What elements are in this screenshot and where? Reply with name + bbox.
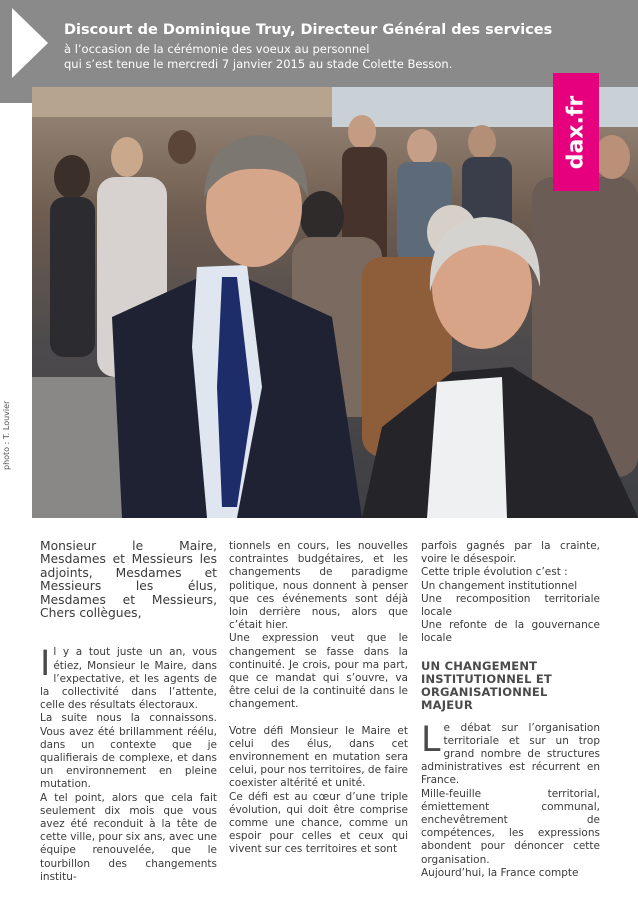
header-subtitle-line2: qui s’est tenue le mercredi 7 janvier 2015 au stade Colette Besson. [64, 57, 453, 71]
list-item: Une refonte de la gouvernance locale [421, 619, 600, 645]
paragraph: La suite nous la connaissons. Vous avez été brillamment réélu, dans un contexte que je qualifierais de complexe, et dans un environnement en pleine mutation. [40, 712, 217, 791]
event-photo-illustration [32, 87, 638, 518]
section-heading: UN CHANGEMENT INSTITUTIONNEL ET ORGANISATIONNEL MAJEUR [421, 658, 552, 712]
paragraph: Aujourd’hui, la France compte [421, 866, 579, 879]
header-title: Discourt de Dominique Truy, Directeur Général des services [64, 22, 553, 38]
paragraph: Mille-feuille territorial, émiettement communal, enchevêtrement de compétences, les expressions abondent pour dénoncer cette organisation. [421, 787, 600, 866]
photo-credit: photo : T. Louvier [2, 400, 11, 470]
paragraph: A tel point, alors que cela fait seulement dix mois que vous avez été reconduit à la tête de cette ville, pour six ans, avec une équipe renouvelée, que le tourbillon des changements institu- [40, 791, 217, 883]
arrow-icon [12, 8, 48, 78]
event-photo [32, 87, 638, 518]
paragraph: Une expression veut que le changement se fasse dans la continuité. Je crois, pour ma part, que ce mandat qui s’ouvre, va être celui de la continuité dans le changement. [229, 632, 408, 711]
salutation: Monsieur le Maire, Mesdames et Messieurs les adjoints, Mesdames et Messieurs les élus, Mesdames et Messieurs, Chers collègues, [40, 539, 217, 621]
list-item: Une recomposition territoriale locale [421, 592, 600, 619]
drop-cap: I [40, 644, 51, 685]
article-column-1 [40, 540, 217, 884]
article-column-3 [421, 540, 600, 880]
paragraph: Ce défi est au cœur d’une triple évolution, qui doit être comprise comme une chance, comme un espoir pour celles et ceux qui vivent sur ces territoires et sont [229, 790, 408, 856]
header-subtitle-line1: à l’occasion de la cérémonie des voeux au personnel [64, 42, 370, 56]
paragraph: Le débat sur l’organisation territoriale et sur un trop grand nombre de structures administratives est récurrent en France. [421, 719, 600, 787]
drop-cap: L [421, 719, 441, 760]
paragraph: parfois gagnés par la crainte, voire le désespoir. [421, 540, 600, 566]
list-item: Un changement institutionnel [421, 579, 578, 592]
dax-logo [553, 73, 599, 191]
intro-paragraph: Il y a tout juste un an, vous étiez, Monsieur le Maire, dans l’expectative, et les agents de la collectivité dans l’attente, celle des résultats électoraux. [40, 644, 217, 712]
paragraph: Cette triple évolution c’est : [421, 566, 568, 579]
paragraph: tionnels en cours, les nouvelles contraintes budgétaires, et les changements de paradigme politique, nous donnent à penser que ces événements sont déjà loin derrière nous, alors que c’était hier. [229, 540, 408, 632]
dax-logo-text: dax.fr [563, 95, 589, 169]
paragraph: Votre défi Monsieur le Maire et celui des élus, dans cet environnement en mutation sera celui, pour nos territoires, de faire coexister altérité et unité. [229, 724, 408, 790]
article-column-2 [229, 540, 408, 857]
